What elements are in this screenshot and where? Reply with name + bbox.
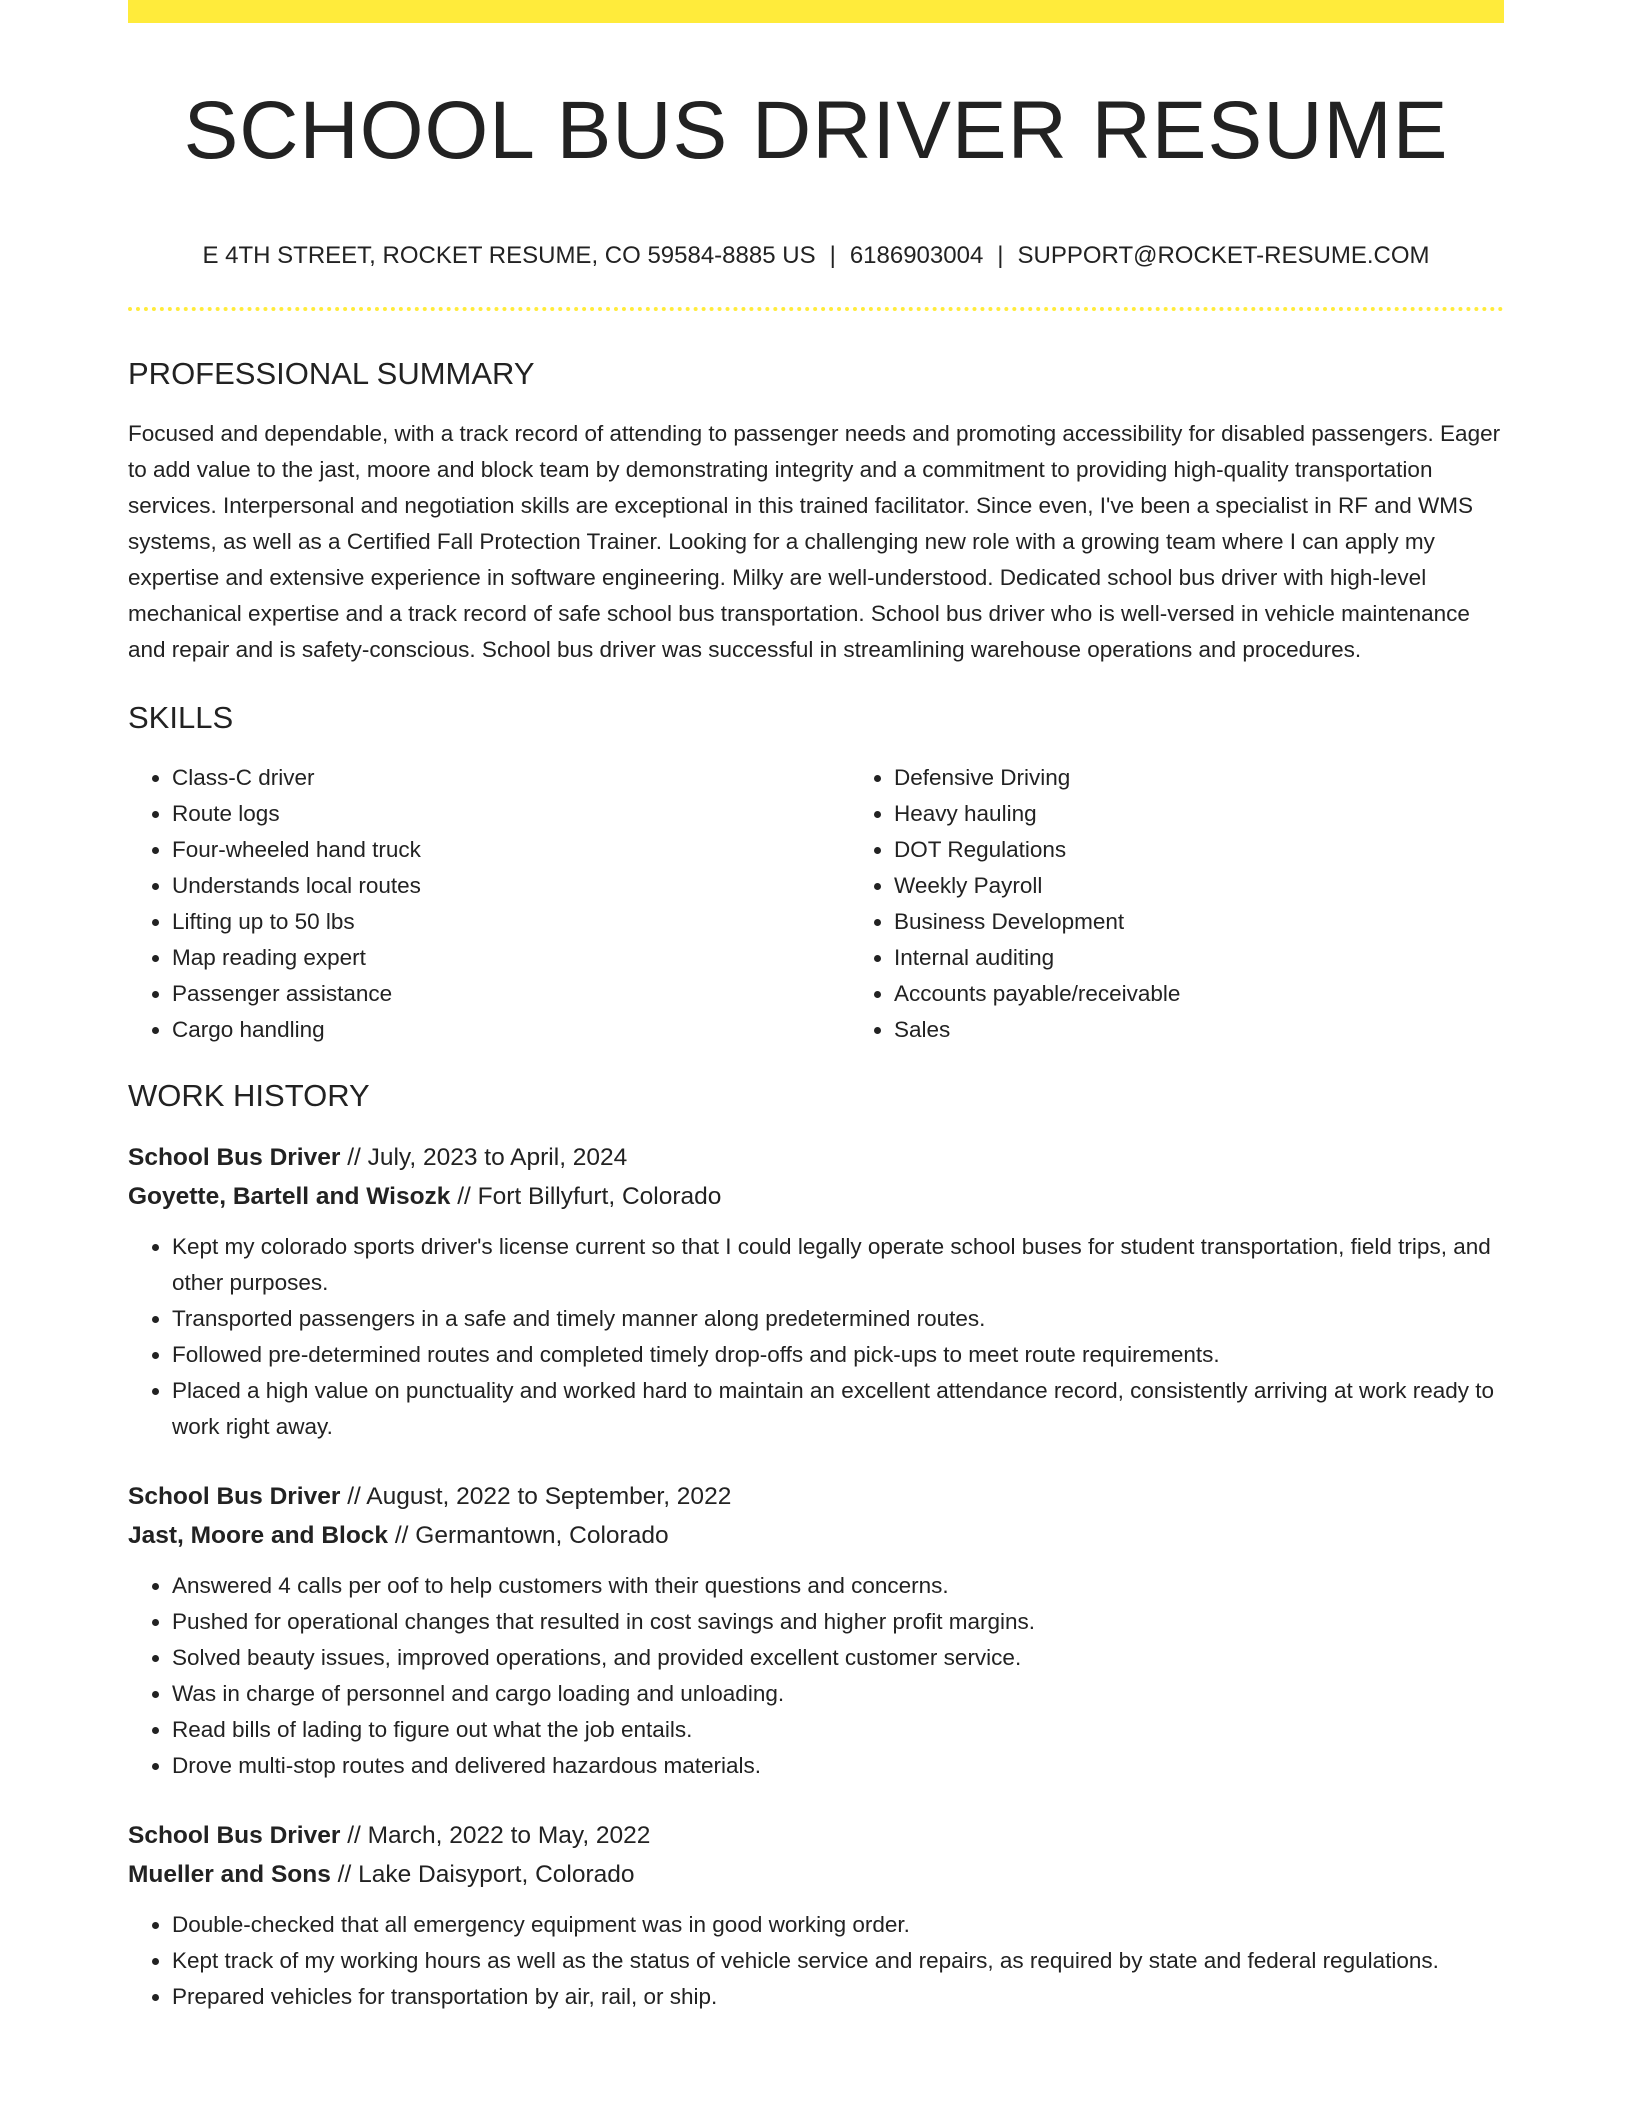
skill-item: • Cargo handling [172, 1012, 850, 1048]
accent-bar [128, 0, 1504, 23]
skill-item: • Business Development [894, 904, 1572, 940]
contact-email: SUPPORT@ROCKET-RESUME.COM [1017, 242, 1430, 269]
skill-item: • Passenger assistance [172, 976, 850, 1012]
skill-item: • Weekly Payroll [894, 868, 1572, 904]
job-company-line [128, 1177, 1504, 1216]
skills-list-right [850, 760, 1572, 1048]
job-bullets [128, 1907, 1504, 2015]
skills-list-left [128, 760, 850, 1048]
job-dates: // July, 2023 to April, 2024 [340, 1144, 628, 1171]
job-title-line [128, 1477, 1504, 1516]
job-title-line [128, 1816, 1504, 1855]
contact-separator: | [829, 242, 836, 269]
job-bullet: • Read bills of lading to figure out what the job entails. [172, 1712, 1504, 1748]
job-title: School Bus Driver [128, 1822, 341, 1849]
skill-item: • Internal auditing [894, 940, 1572, 976]
skill-item: • Defensive Driving [894, 760, 1572, 796]
skill-item: • Four-wheeled hand truck [172, 832, 850, 868]
job-bullet: • Placed a high value on punctuality and worked hard to maintain an excellent attendance record, consistently arriving at work ready to work right away. [172, 1373, 1504, 1445]
job-company: Mueller and Sons [128, 1861, 331, 1888]
job-title-line [128, 1138, 1504, 1177]
skill-item: • Understands local routes [172, 868, 850, 904]
job-title: School Bus Driver [128, 1483, 341, 1510]
job-bullet: • Was in charge of personnel and cargo loading and unloading. [172, 1676, 1504, 1712]
contact-separator: | [997, 242, 1004, 269]
job-location: // Fort Billyfurt, Colorado [450, 1183, 722, 1210]
job-bullet: • Kept track of my working hours as well as the status of vehicle service and repairs, as required by state and federal regulations. [172, 1943, 1504, 1979]
job-company: Jast, Moore and Block [128, 1522, 389, 1549]
job-bullet: • Double-checked that all emergency equipment was in good working order. [172, 1907, 1504, 1943]
job-bullet: • Kept my colorado sports driver's license current so that I could legally operate school buses for student transportation, field trips, and other purposes. [172, 1229, 1504, 1301]
contact-phone: 6186903004 [849, 242, 984, 269]
job-bullet: • Solved beauty issues, improved operations, and provided excellent customer service. [172, 1640, 1504, 1676]
job-bullet: • Prepared vehicles for transportation by air, rail, or ship. [172, 1979, 1504, 2015]
job-company-line [128, 1855, 1504, 1894]
skills-heading: SKILLS [128, 700, 234, 735]
job-location: // Germantown, Colorado [388, 1522, 669, 1549]
summary-heading: PROFESSIONAL SUMMARY [128, 356, 535, 391]
summary-text: Focused and dependable, with a track record of attending to passenger needs and promoting accessibility for disabled passengers. Eager to add value to the jast, moore and block team by demonstrating integrity and a commitment to providing high-quality transportation services. Interpersonal and negotiation skills are exceptional in this trained facilitator. Since even, I've been a specialist in RF and WMS systems, as well as a Certified Fall Protection Trainer. Looking for a challenging new role with a growing team where I can apply my expertise and extensive experience in software engineering. Milky are well-understood. Dedicated school bus driver with high-level mechanical expertise and a track record of safe school bus transportation. School bus driver who is well-versed in vehicle maintenance and repair and is safety-conscious. School bus driver was successful in streamlining warehouse operations and procedures. [128, 421, 1501, 662]
work-history-heading: WORK HISTORY [128, 1078, 370, 1113]
skill-item: • Lifting up to 50 lbs [172, 904, 850, 940]
contact-address: E 4TH STREET, ROCKET RESUME, CO 59584-8885 US [202, 242, 816, 269]
job-company-line [128, 1516, 1504, 1555]
skill-item: • Class-C driver [172, 760, 850, 796]
job-bullets [128, 1229, 1504, 1445]
skills-columns [128, 760, 1504, 1048]
page-title: SCHOOL BUS DRIVER RESUME [183, 85, 1449, 176]
job-entry [128, 1138, 1504, 1445]
job-entry [128, 1816, 1504, 2015]
skill-item: • Route logs [172, 796, 850, 832]
job-bullet: • Transported passengers in a safe and timely manner along predetermined routes. [172, 1301, 1504, 1337]
dotted-divider [128, 307, 1504, 311]
job-location: // Lake Daisyport, Colorado [330, 1861, 635, 1888]
skill-item: • Heavy hauling [894, 796, 1572, 832]
skill-item: • Map reading expert [172, 940, 850, 976]
job-dates: // March, 2022 to May, 2022 [340, 1822, 651, 1849]
job-entry [128, 1477, 1504, 1784]
job-bullet: • Followed pre-determined routes and completed timely drop-offs and pick-ups to meet route requirements. [172, 1337, 1504, 1373]
skill-item: • DOT Regulations [894, 832, 1572, 868]
job-company: Goyette, Bartell and Wisozk [128, 1183, 451, 1210]
job-bullet: • Pushed for operational changes that resulted in cost savings and higher profit margins. [172, 1604, 1504, 1640]
job-title: School Bus Driver [128, 1144, 341, 1171]
job-bullet: • Drove multi-stop routes and delivered hazardous materials. [172, 1748, 1504, 1784]
skill-item: • Accounts payable/receivable [894, 976, 1572, 1012]
job-bullets [128, 1568, 1504, 1784]
job-dates: // August, 2022 to September, 2022 [340, 1483, 732, 1510]
job-bullet: • Answered 4 calls per oof to help customers with their questions and concerns. [172, 1568, 1504, 1604]
contact-line [128, 236, 1504, 276]
skill-item: • Sales [894, 1012, 1572, 1048]
resume-content [128, 352, 1504, 2047]
